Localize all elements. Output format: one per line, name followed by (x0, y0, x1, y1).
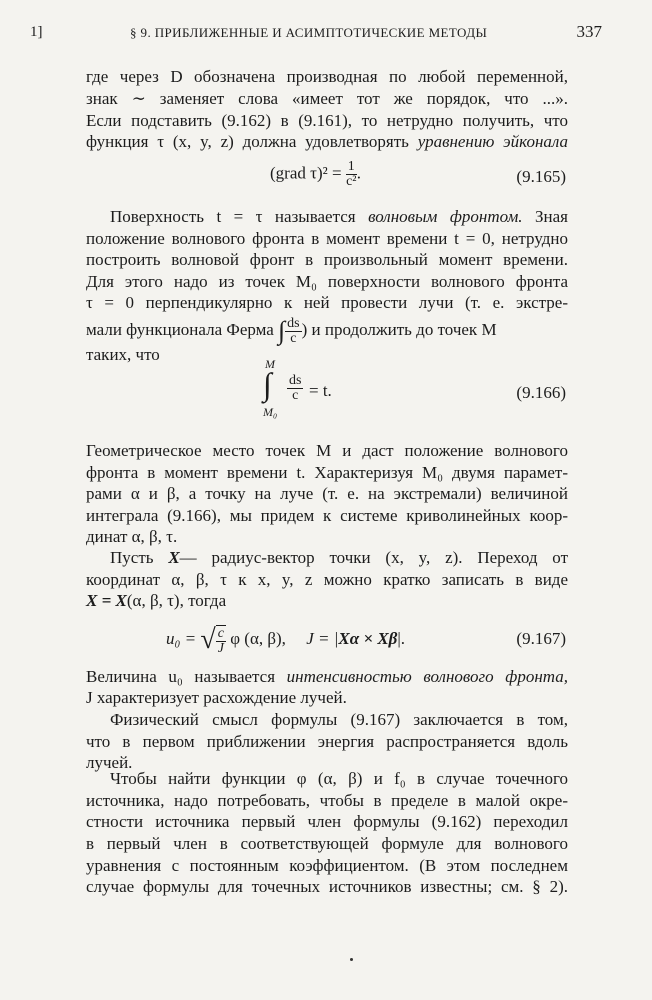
eq-denominator: c (292, 388, 299, 403)
print-speck (350, 958, 353, 961)
text-line (110, 206, 568, 227)
vector-x-equation: X = X (86, 591, 127, 610)
text-line: источника, надо потребовать, чтобы в пределе в малой окре- (86, 791, 568, 810)
text-span: ) и продолжить до точек M (301, 320, 497, 339)
text-line: Чтобы найти функции φ (α, β) и f₀ в случае точечного (110, 769, 568, 788)
fermat-fraction (285, 317, 301, 346)
eq-lhs: (grad τ)² = (270, 163, 342, 183)
text-line: Для этого надо из точек M₀ поверхности волнового фронта (86, 272, 568, 291)
text-span: функция τ (x, y, z) должна удовлетворять (86, 132, 409, 151)
eq-numerator: ds (289, 373, 302, 388)
text-line: Геометрическое место точек M и даст положение волнового (86, 441, 568, 460)
header-section-mark: 1] (30, 24, 43, 40)
equation-number: (9.165) (516, 167, 566, 186)
fraction-denominator: c (290, 330, 297, 346)
text-line: Физический смысл формулы (9.167) заключается в том, (110, 710, 568, 729)
page-number: 337 (576, 22, 602, 41)
sqrt-fraction (216, 625, 226, 656)
sqrt-sign: √ (200, 624, 216, 656)
text-line: фронта в момент времени t. Характеризуя M₀ двумя парамет- (86, 463, 568, 482)
text-line (86, 666, 568, 687)
text-line (86, 131, 568, 152)
text-line: построить волновой фронт в произвольный момент времени. (86, 250, 568, 269)
text-line: динат α, β, τ. (86, 527, 178, 546)
text-span: Зная (535, 207, 568, 226)
text-line: рами α и β, а точку на луче (т. е. на экстремали) величиной (86, 484, 568, 503)
text-line: лучей. (86, 753, 133, 772)
eq-fraction (346, 160, 357, 189)
eq-denominator: J (217, 640, 224, 656)
text-line: знак ∼ заменяет слова «имеет тот же порядок, что ...». (86, 89, 568, 108)
header-title: § 9. ПРИБЛИЖЕННЫЕ И АСИМПТОТИЧЕСКИЕ МЕТОДЫ (130, 25, 488, 40)
text-line (86, 314, 568, 346)
text-line: стности источника первый член формулы (9.162) переходил (86, 812, 568, 831)
eq-numerator: 1 (347, 159, 355, 174)
text-line (110, 547, 568, 568)
integral-upper-limit: M (265, 357, 275, 371)
text-line: случае формулы для точечных источников известны; см. § 2). (86, 877, 568, 896)
text-line: интеграла (9.166), мы придем к системе криволинейных коор- (86, 506, 568, 525)
eq-cross-product: Xα × Xβ (338, 629, 398, 648)
eq-jacobian-lhs: J = | (306, 629, 339, 648)
text-line: что в первом приближении энергия распространяется вдоль (86, 732, 568, 751)
text-line: координат α, β, τ к x, y, z можно кратко записать в виде (86, 570, 568, 589)
text-span: — радиус-вектор точки (x, y, z). Переход от (179, 548, 568, 567)
eq-jacobian-close: |. (397, 629, 406, 648)
integral-sign: ∫ (263, 366, 272, 402)
eq-fraction (287, 374, 303, 403)
text-span: (α, β, τ), тогда (126, 591, 227, 610)
text-line: в первый член в соответствующей формуле для волнового (86, 834, 568, 853)
eq-denominator: c² (346, 174, 357, 189)
running-header (30, 22, 602, 46)
term-wave-front: волновым фронтом. (368, 207, 523, 226)
text-line: таких, что (86, 345, 160, 364)
eq-rhs: = t. (309, 381, 332, 400)
eq-lhs: u₀ = (166, 629, 197, 648)
equation-9-166 (263, 358, 343, 420)
vector-x: X (168, 548, 180, 567)
text-line: Если подставить (9.162) в (9.161), то нетрудно получить, что (86, 111, 568, 130)
term-intensity: интенсивностью волнового фронта, (286, 667, 569, 686)
text-span: Поверхность t = τ называется (110, 207, 356, 226)
text-line: τ = 0 перпендикулярно к ней провести лучи (т. е. экстре- (86, 293, 568, 312)
text-span: мали функционала Ферма (86, 320, 274, 339)
fraction-numerator: ds (287, 315, 300, 331)
text-line: положение волнового фронта в момент времени t = 0, нетрудно (86, 229, 568, 248)
equation-9-167 (166, 622, 405, 656)
term-eikonal-equation: уравнению эйконала (417, 132, 569, 151)
eq-numerator: c (217, 625, 224, 641)
integral-lower-limit: M₀ (263, 405, 278, 419)
equation-number: (9.167) (516, 629, 566, 648)
text-line: J характеризует расхождение лучей. (86, 688, 347, 707)
equation-9-165 (270, 160, 361, 189)
integral-sign: ∫ (278, 316, 286, 346)
text-line: где через D обозначена производная по любой переменной, (86, 67, 568, 86)
eq-phi: φ (α, β), (230, 629, 286, 648)
text-line (86, 590, 568, 611)
equation-number: (9.166) (516, 383, 566, 402)
text-line: уравнения с постоянным коэффициентом. (В этом последнем (86, 856, 568, 875)
text-span: Пусть (110, 548, 154, 567)
text-span: Величина u₀ называется (86, 667, 276, 686)
eq-tail: . (356, 163, 362, 183)
